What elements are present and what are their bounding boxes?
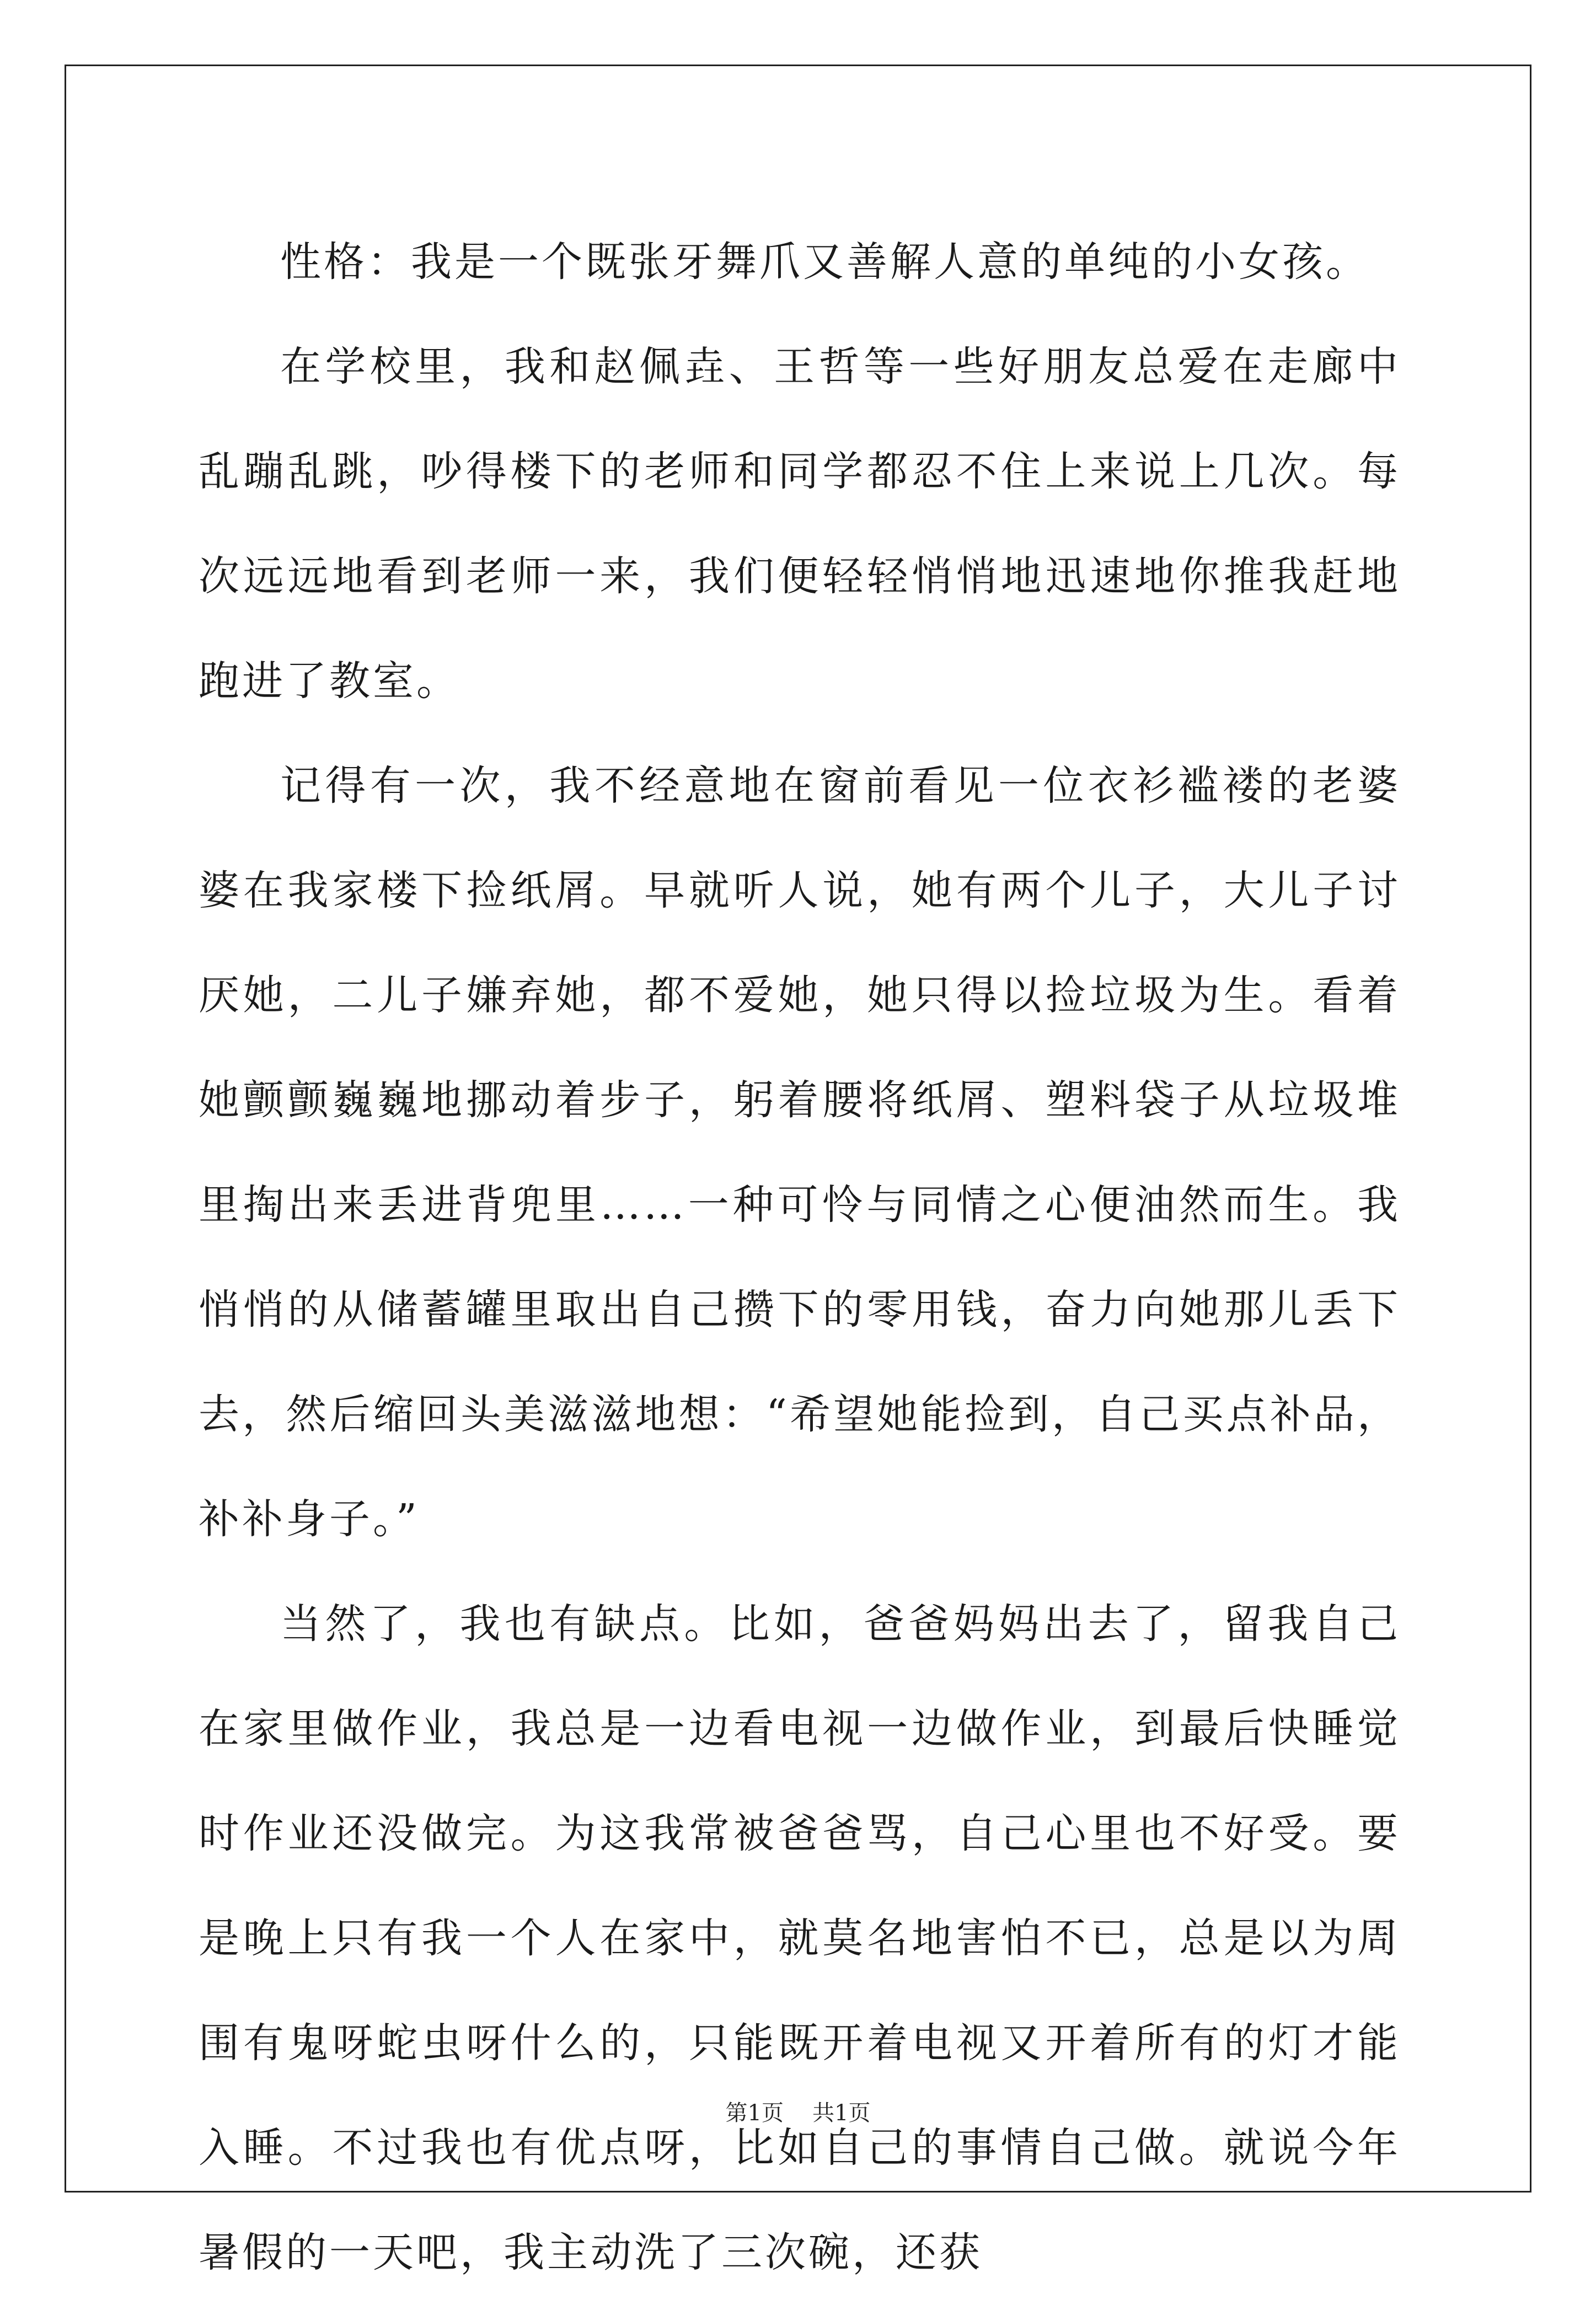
paragraph-1: 性格：我是一个既张牙舞爪又善解人意的单纯的小女孩。 bbox=[280, 238, 1369, 286]
page-total: 共1页 bbox=[812, 2100, 871, 2126]
paragraph-3: 记得有一次，我不经意地在窗前看见一位衣衫褴褛的老婆婆在我家楼下捡纸屑。早就听人说，她有两个儿子，大儿子讨厌她，二儿子嫌弃她，都不爱她，她只得以捡垃圾为生。看着她颤颤巍巍地挪动着步子，躬着腰将纸屑、塑料袋子从垃圾堆里掏出来丢进背兜里……一种可怜与同情之心便油然而生。我悄悄的从储蓄罐里取出自己攒下的零用钱，奋力向她那儿丢下去，然后缩回头美滋滋地想：“希望她能捡到，自己买点补品，补补身子。” bbox=[199, 762, 1401, 1543]
page-number: 第1页 bbox=[725, 2100, 784, 2126]
paragraph-2: 在学校里，我和赵佩垚、王哲等一些好朋友总爱在走廊中乱蹦乱跳，吵得楼下的老师和同学都忍不住上来说上几次。每次远远地看到老师一来，我们便轻轻悄悄地迅速地你推我赶地跑进了教室。 bbox=[199, 343, 1401, 705]
page-footer bbox=[0, 2095, 1596, 2127]
paragraph-4: 当然了，我也有缺点。比如，爸爸妈妈出去了，留我自己在家里做作业，我总是一边看电视一边做作业，到最后快睡觉时作业还没做完。为这我常被爸爸骂，自己心里也不好受。要是晚上只有我一个人在家中，就莫名地害怕不已，总是以为周围有鬼呀蛇虫呀什么的，只能既开着电视又开着所有的灯才能入睡。不过我也有优点呀，比如自己的事情自己做。就说今年暑假的一天吧，我主动洗了三次碗，还获 bbox=[199, 1600, 1401, 2276]
document-body bbox=[199, 210, 1401, 2305]
